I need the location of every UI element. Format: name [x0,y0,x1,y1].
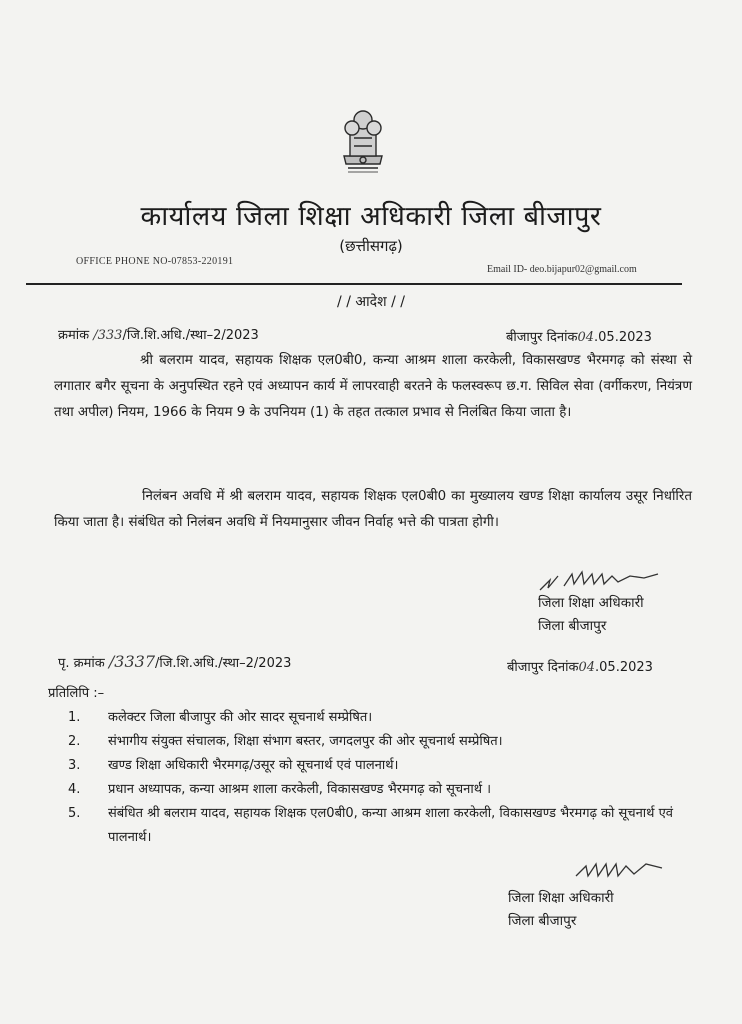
paragraph-2-text: निलंबन अवधि में श्री बलराम यादव, सहायक शिक्षक एल0बी0 का मुख्यालय खण्ड शिक्षा कार्यालय उसूर निर्धारित किया जाता है। संबंधित को निलंबन अवधि में नियमानुसार जीवन निर्वाह भत्ते की पात्रता होगी। [54,489,692,530]
list-item: 3. खण्ड शिक्षा अधिकारी भैरमगढ़/उसूर को सूचनार्थ एवं पालनार्थ। [68,758,399,773]
list-item: 2. संभागीय संयुक्त संचालक, शिक्षा संभाग बस्तर, जगदलपुर की ओर सूचनार्थ सम्प्रेषित। [68,734,503,749]
list-item: 4. प्रधान अध्यापक, कन्या आश्रम शाला करकेली, विकासखण्ड भैरमगढ़ को सूचनार्थ । [68,782,492,797]
signatory-2-block [508,887,614,933]
order-reference [58,325,259,343]
order-paragraph-1 [54,348,692,426]
signatory-1-place: जिला बीजापुर [538,618,607,634]
header-divider [26,283,682,285]
office-phone: OFFICE PHONE NO-07853-220191 [76,256,234,267]
handwritten-endorsement-date-day: 04 [578,660,596,675]
list-item: 5. संबंधित श्री बलराम यादव, सहायक शिक्षक एल0बी0, कन्या आश्रम शाला करकेली, विकासखण्ड भैरमगढ़ को सूचनार्थ एवं पालनार्थ। [68,806,674,845]
state-emblem-icon [330,98,396,178]
reference-label: क्रमांक [58,328,90,343]
office-title: कार्यालय जिला शिक्षा अधिकारी जिला बीजापुर [140,201,602,232]
signatory-1-block [538,592,644,638]
signatory-2-place: जिला बीजापुर [508,913,577,929]
signatory-2-designation: जिला शिक्षा अधिकारी [508,890,614,906]
date-label: बीजापुर दिनांक [506,330,578,345]
handwritten-reference-number: /333 [93,328,123,343]
order-date [506,327,652,345]
handwritten-endorsement-number: /3337 [108,652,156,671]
signature-2-icon [572,856,672,886]
endorsement-reference [58,652,291,671]
copy-to-list [68,706,700,850]
reference-suffix: /जि.शि.अधि./स्था–2/2023 [122,328,259,343]
endorsement-date-label: बीजापुर दिनांक [507,660,579,675]
copy-to-label: प्रतिलिपि :– [48,686,105,701]
endorsement-reference-suffix: /जि.शि.अधि./स्था–2/2023 [155,656,292,671]
state-name: (छत्तीसगढ़) [339,237,403,255]
office-email: Email ID- deo.bijapur02@gmail.com [487,264,637,275]
date-rest: .05.2023 [594,330,652,345]
order-paragraph-2 [54,484,692,536]
handwritten-date-day: 04 [577,330,595,345]
endorsement-reference-label: पृ. क्रमांक [58,656,105,671]
endorsement-date-rest: .05.2023 [595,660,653,675]
paragraph-1-text: श्री बलराम यादव, सहायक शिक्षक एल0बी0, कन्या आश्रम शाला करकेली, विकासखण्ड भैरमगढ़ को संस्था से लगातार बगैर सूचना के अनुपस्थित रहने एवं अध्यापन कार्य में लापरवाही बरतने के फलस्वरूप छ.ग. सिविल सेवा (वर्गीकरण, नियंत्रण तथा अपील) नियम, 1966 के नियम 9 के उपनियम (1) के तहत तत्काल प्रभाव से निलंबित किया जाता है। [54,353,692,420]
endorsement-date [507,657,653,675]
list-item: 1. कलेक्टर जिला बीजापुर की ओर सादर सूचनार्थ सम्प्रेषित। [68,710,373,725]
signatory-1-designation: जिला शिक्षा अधिकारी [538,595,644,611]
order-heading: / / आदेश / / [337,294,405,310]
